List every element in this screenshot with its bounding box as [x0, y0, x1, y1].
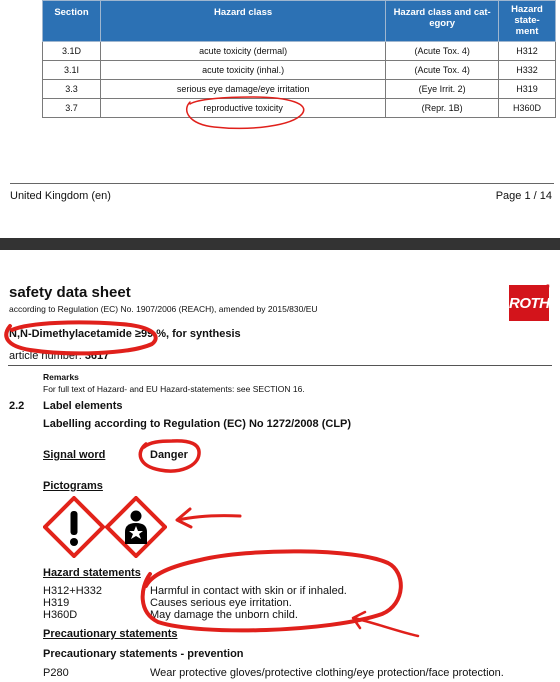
- prevention-label: Precautionary statements - prevention: [43, 648, 244, 660]
- section-title: Label elements: [43, 400, 123, 412]
- cell-section: 3.7: [43, 99, 101, 118]
- signal-word-label: Signal word: [43, 449, 106, 461]
- cell-category: (Repr. 1B): [386, 99, 499, 118]
- cell-hazard-class: reproductive toxicity: [100, 99, 385, 118]
- cell-section: 3.3: [43, 80, 101, 99]
- clp-heading: Labelling according to Regulation (EC) No 1272/2008 (CLP): [43, 418, 352, 430]
- cell-section: 3.1D: [43, 42, 101, 61]
- hazard-table-header-row: [43, 1, 556, 42]
- header-hazard-statement: Hazard state- ment: [499, 1, 556, 42]
- header-section: Section: [43, 1, 101, 42]
- hazard-text: May damage the unborn child.: [150, 609, 298, 621]
- header-hazard-class: Hazard class: [100, 1, 385, 42]
- prevention-code: P280: [43, 667, 69, 679]
- table-row: [43, 42, 556, 61]
- signal-word-value: Danger: [150, 449, 188, 461]
- cell-statement: H360D: [499, 99, 556, 118]
- page-footer: [0, 183, 560, 223]
- cell-hazard-class: acute toxicity (dermal): [100, 42, 385, 61]
- cell-section: 3.1I: [43, 61, 101, 80]
- hazard-code: H319: [43, 597, 70, 609]
- hazard-text: Harmful in contact with skin or if inhaled.: [150, 585, 347, 597]
- cell-hazard-class: acute toxicity (inhal.): [100, 61, 385, 80]
- page-divider: [0, 238, 560, 250]
- hazard-text: Causes serious eye irritation.: [150, 597, 292, 609]
- pictograms-label: Pictograms: [43, 480, 103, 492]
- cell-statement: H332: [499, 61, 556, 80]
- hazard-code: H312+H332: [43, 585, 103, 597]
- article-label: article number:: [9, 350, 85, 362]
- document-title: safety data sheet: [9, 284, 131, 301]
- section-number: 2.2: [9, 400, 25, 412]
- article-number: 3617: [84, 350, 110, 362]
- table-row: [43, 80, 556, 99]
- cell-statement: H312: [499, 42, 556, 61]
- cell-statement: H319: [499, 80, 556, 99]
- table-row: [43, 61, 556, 80]
- cell-hazard-class: serious eye damage/eye irritation: [100, 80, 385, 99]
- article-number-line: [9, 350, 109, 362]
- exclamation-mark-pictogram: [43, 496, 105, 558]
- header-hazard-class-category: Hazard class and cat- egory: [386, 1, 499, 42]
- remarks-heading: Remarks: [43, 372, 79, 382]
- cell-category: (Acute Tox. 4): [386, 61, 499, 80]
- roth-logo: ROTH: [509, 285, 549, 321]
- page-1-bottom: [0, 0, 560, 238]
- prevention-text: Wear protective gloves/protective clothing/eye protection/face protection.: [150, 667, 504, 679]
- health-hazard-pictogram: [105, 496, 167, 558]
- hazard-code: H360D: [43, 609, 78, 621]
- hazard-class-table: [42, 0, 556, 118]
- precautionary-label: Precautionary statements: [43, 628, 178, 640]
- product-name: N,N-Dimethylacetamide ≥99 %, for synthesis: [9, 328, 241, 340]
- header-rule: [8, 365, 552, 366]
- cell-category: (Acute Tox. 4): [386, 42, 499, 61]
- footer-page-number: Page 1 / 14: [495, 190, 552, 202]
- document-subtitle: according to Regulation (EC) No. 1907/2006 (REACH), amended by 2015/830/EU: [9, 304, 318, 314]
- remarks-text: For full text of Hazard- and EU Hazard-statements: see SECTION 16.: [43, 384, 305, 394]
- footer-country: United Kingdom (en): [10, 190, 111, 202]
- registered-mark: ®: [546, 284, 550, 290]
- hazard-statements-label: Hazard statements: [43, 567, 141, 579]
- cell-category: (Eye Irrit. 2): [386, 80, 499, 99]
- table-row: [43, 99, 556, 118]
